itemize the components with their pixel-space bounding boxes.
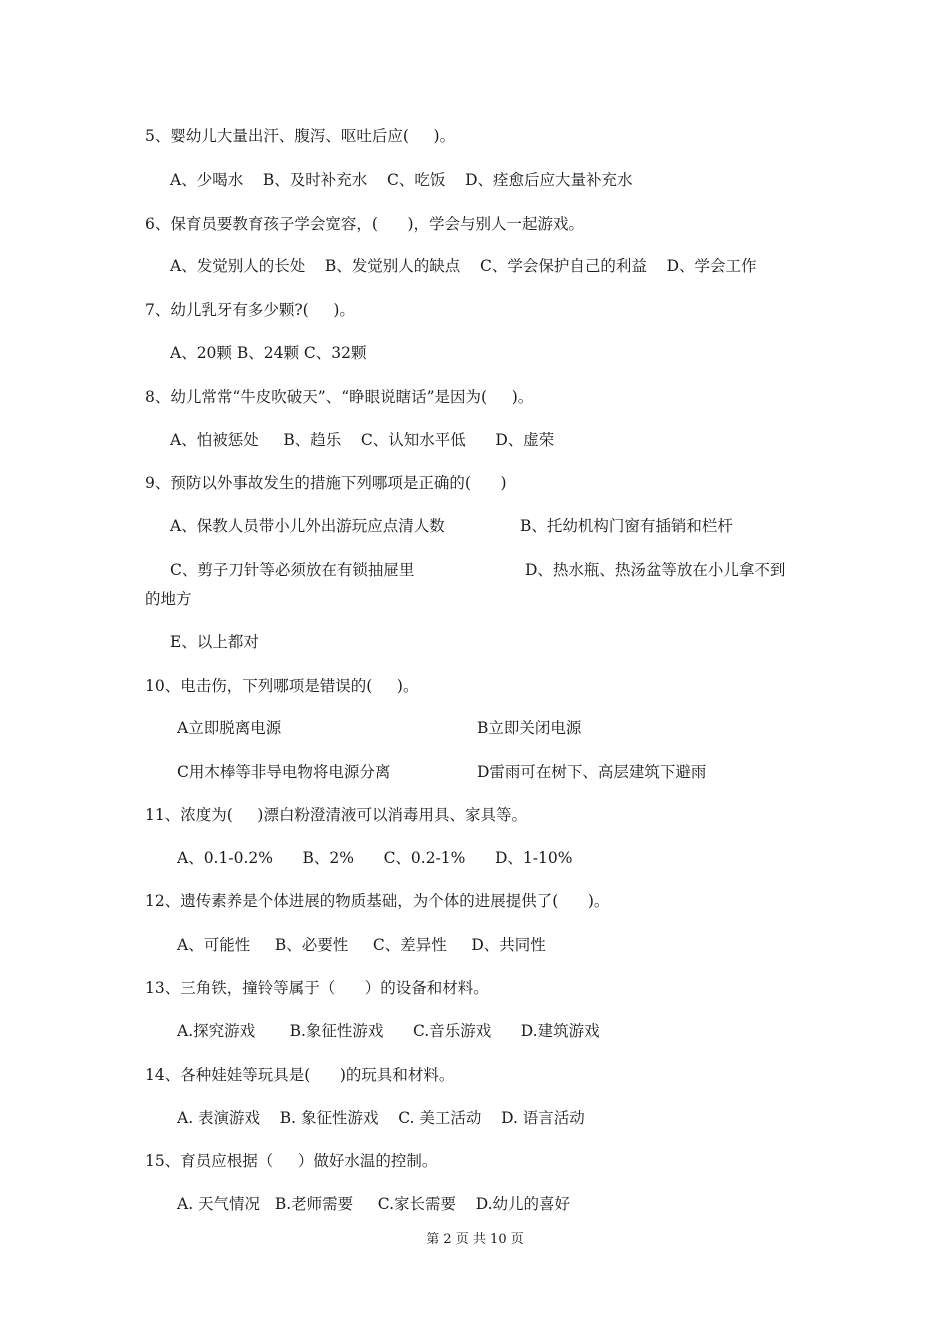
- question-14-options: A. 表演游戏 B. 象征性游戏 C. 美工活动 D. 语言活动: [177, 1109, 585, 1127]
- question-9-option-c: C、剪子刀针等必须放在有锁抽屉里: [170, 561, 415, 579]
- question-13-options: A.探究游戏 B.象征性游戏 C.音乐游戏 D.建筑游戏: [177, 1022, 600, 1040]
- question-8-options: A、怕被惩处 B、趋乐 C、认知水平低 D、虚荣: [170, 431, 555, 449]
- question-9-option-a: A、保教人员带小儿外出游玩应点清人数: [170, 517, 445, 535]
- question-8: 8、幼儿常常“牛皮吹破天”、“睁眼说瞎话”是因为( )。: [145, 388, 534, 406]
- question-11: 11、浓度为( )漂白粉澄清液可以消毒用具、家具等。: [145, 806, 527, 824]
- question-15: 15、育员应根据（ ）做好水温的控制。: [145, 1152, 438, 1170]
- question-10-option-a: A立即脱离电源: [177, 719, 282, 737]
- question-5-options: A、少喝水 B、及时补充水 C、吃饭 D、痊愈后应大量补充水: [170, 171, 633, 189]
- question-15-options: A. 天气情况 B.老师需要 C.家长需要 D.幼儿的喜好: [177, 1195, 571, 1213]
- question-5: 5、婴幼儿大量出汗、腹泻、呕吐后应( )。: [145, 127, 456, 145]
- question-7: 7、幼儿乳牙有多少颗?( )。: [145, 301, 355, 319]
- question-12-options: A、可能性 B、必要性 C、差异性 D、共同性: [177, 936, 546, 954]
- question-10-option-d: D雷雨可在树下、高层建筑下避雨: [477, 763, 707, 781]
- question-13: 13、三角铁，撞铃等属于（ ）的设备和材料。: [145, 979, 489, 997]
- question-9-option-d-continued: 的地方: [145, 590, 192, 608]
- question-9-option-b: B、托幼机构门窗有插销和栏杆: [520, 517, 733, 535]
- question-10-option-c: C用木棒等非导电物将电源分离: [177, 763, 391, 781]
- question-7-options: A、20颗 B、24颗 C、32颗: [170, 344, 367, 362]
- question-6-options: A、发觉别人的长处 B、发觉别人的缺点 C、学会保护自己的利益 D、学会工作: [170, 257, 757, 275]
- question-14: 14、各种娃娃等玩具是( )的玩具和材料。: [145, 1066, 455, 1084]
- question-9-option-e: E、以上都对: [170, 633, 259, 651]
- page-footer: 第 2 页 共 10 页: [426, 1232, 524, 1247]
- question-11-options: A、0.1-0.2% B、2% C、0.2-1% D、1-10%: [177, 849, 573, 867]
- question-9-option-d: D、热水瓶、热汤盆等放在小儿拿不到: [525, 561, 786, 579]
- question-10: 10、电击伤，下列哪项是错误的( )。: [145, 677, 419, 695]
- question-9: 9、预防以外事故发生的措施下列哪项是正确的( ): [145, 474, 507, 492]
- question-10-option-b: B立即关闭电源: [477, 719, 582, 737]
- question-12: 12、遗传素养是个体进展的物质基础，为个体的进展提供了( )。: [145, 892, 610, 910]
- question-6: 6、保育员要教育孩子学会宽容，( )，学会与别人一起游戏。: [145, 215, 585, 233]
